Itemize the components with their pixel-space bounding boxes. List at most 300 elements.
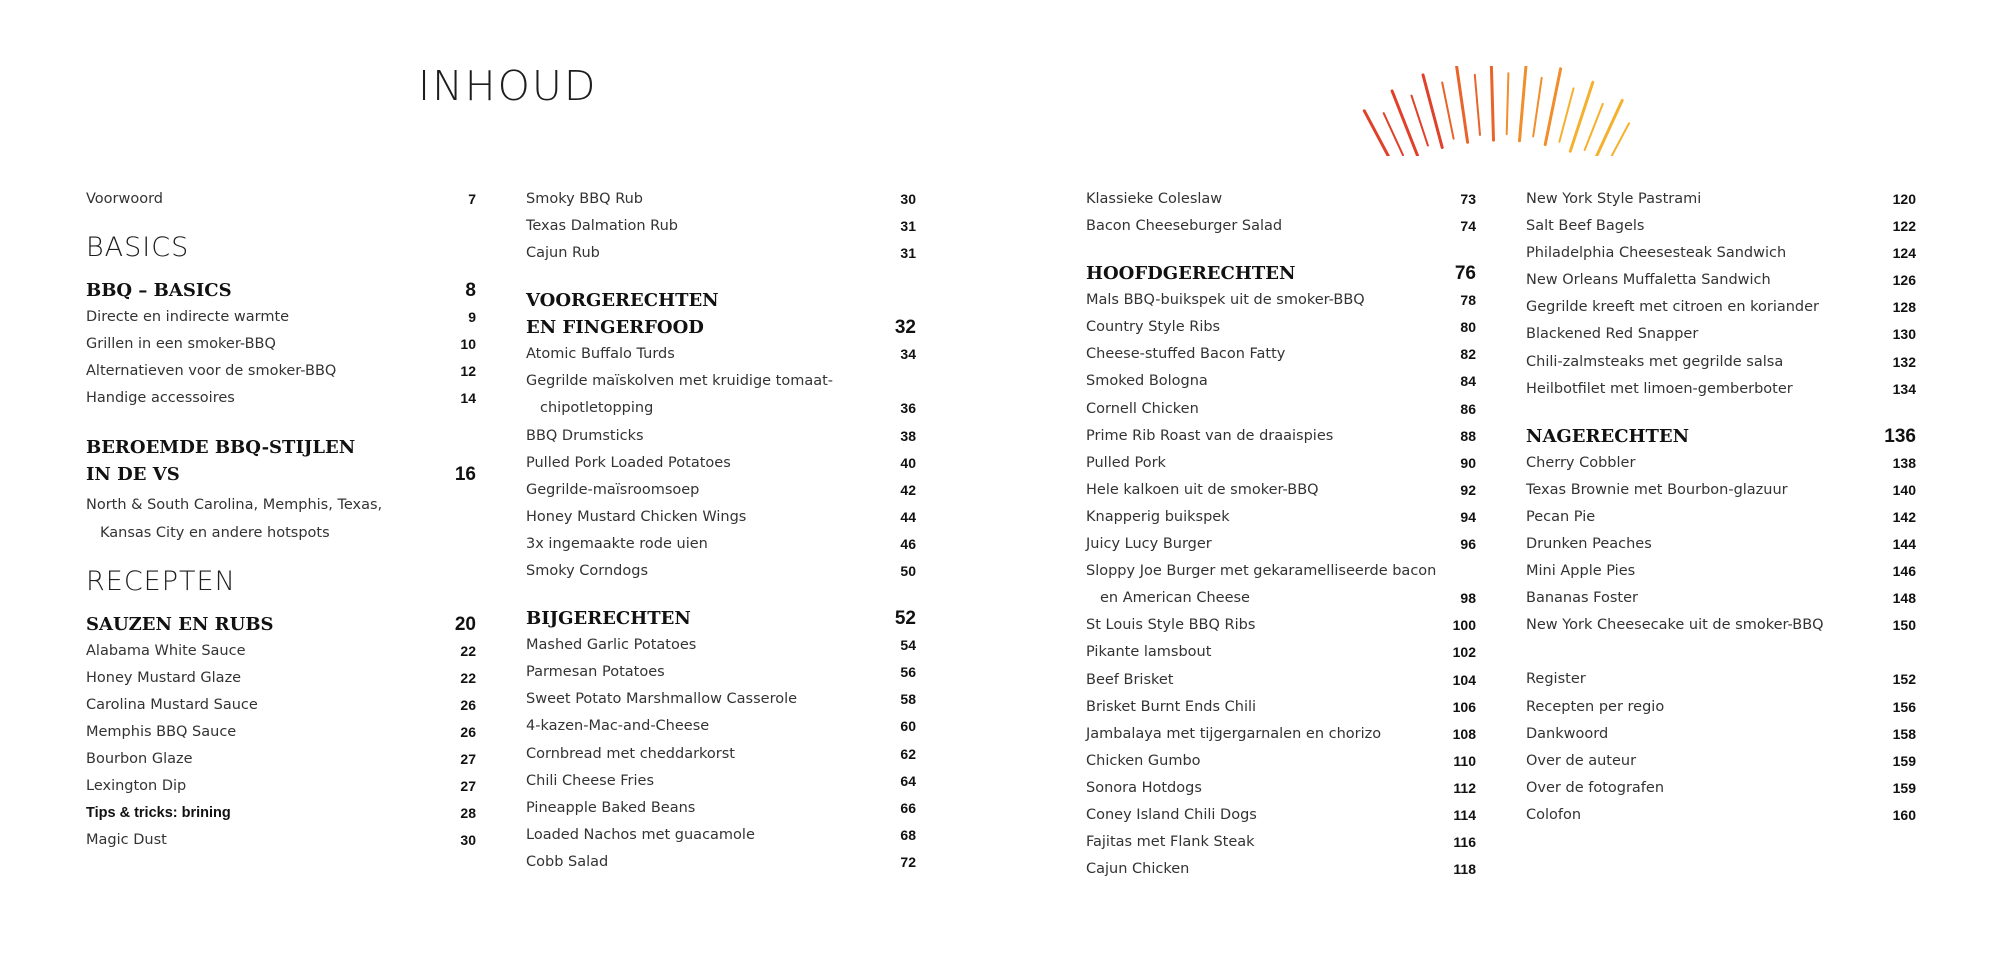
entry-page: 73 xyxy=(1460,191,1476,207)
entry-title: Brisket Burnt Ends Chili xyxy=(1086,698,1257,715)
toc-entry[interactable] xyxy=(1526,775,1916,802)
toc-entry[interactable] xyxy=(1086,531,1476,558)
entry-title: Over de auteur xyxy=(1526,752,1637,769)
entry-page: 150 xyxy=(1892,617,1916,634)
toc-entry[interactable] xyxy=(86,385,476,412)
sunburst-ray xyxy=(1456,66,1467,142)
entry-title: Cornell Chicken xyxy=(1086,400,1199,417)
entry-page: 38 xyxy=(900,427,916,444)
entry-page: 80 xyxy=(1460,319,1476,336)
entry-page: 68 xyxy=(900,826,916,843)
entry-page: 30 xyxy=(900,191,916,207)
entry-page: 138 xyxy=(1892,454,1916,471)
section-heading[interactable] xyxy=(86,611,476,638)
toc-entry[interactable] xyxy=(1526,802,1916,829)
entry-page: 78 xyxy=(1460,292,1476,309)
entry-title-line: Sloppy Joe Burger met gekaramelliseerde bacon xyxy=(1086,563,1437,580)
entry-title: Cajun Rub xyxy=(526,245,600,262)
section-title: HOOFDGERECHTEN xyxy=(1086,263,1296,285)
entry-title: Juicy Lucy Burger xyxy=(1086,536,1212,553)
entry-title: Sonora Hotdogs xyxy=(1086,779,1202,796)
entry-page: 30 xyxy=(460,832,476,849)
toc-entry[interactable] xyxy=(86,638,476,665)
toc-entry[interactable] xyxy=(526,849,916,876)
toc-entry[interactable] xyxy=(86,800,476,827)
entry-page: 26 xyxy=(460,696,476,713)
toc-entry[interactable] xyxy=(1086,856,1476,883)
entry-page: 114 xyxy=(1453,806,1476,823)
toc-entry[interactable] xyxy=(1086,341,1476,368)
entry-list xyxy=(1526,450,1916,640)
section-page: 76 xyxy=(1454,263,1476,285)
toc-entry[interactable] xyxy=(1086,213,1476,240)
toc-entry[interactable] xyxy=(526,686,916,713)
entry-title: Pineapple Baked Beans xyxy=(526,799,696,816)
entry-title: Klassieke Coleslaw xyxy=(1086,191,1223,207)
sunburst-ray xyxy=(1570,82,1593,151)
entry-title: Grillen in een smoker-BBQ xyxy=(86,336,276,353)
toc-column-4 xyxy=(1526,186,1916,829)
entry-page: 31 xyxy=(900,218,916,235)
entry-page: 42 xyxy=(900,481,916,498)
section-page: 8 xyxy=(465,280,476,302)
entry-page: 10 xyxy=(460,336,476,353)
entry-page: 50 xyxy=(900,563,916,580)
entry-title: Gegrilde-maïsroomsoep xyxy=(526,481,700,498)
sunburst-ray xyxy=(1559,88,1573,141)
entry-list xyxy=(1526,666,1916,829)
entry-list xyxy=(1526,186,1916,403)
entry-page: 72 xyxy=(900,853,916,870)
entry-title: Drunken Peaches xyxy=(1526,536,1652,553)
toc-entry[interactable] xyxy=(1086,775,1476,802)
entry-title: New York Cheesecake uit de smoker-BBQ xyxy=(1526,617,1824,634)
toc-entry[interactable] xyxy=(1526,585,1916,612)
entry-page: 82 xyxy=(1460,346,1476,363)
toc-entry[interactable] xyxy=(1086,186,1476,213)
entry-page: 152 xyxy=(1892,671,1916,688)
entry-page: 116 xyxy=(1453,834,1476,851)
entry-title: Bananas Foster xyxy=(1526,590,1638,607)
sunburst-ray xyxy=(1533,78,1542,136)
sunburst-ray xyxy=(1442,83,1453,139)
entry-title: Knapperig buikspek xyxy=(1086,508,1230,525)
entry-list xyxy=(1086,186,1476,240)
entry-page: 142 xyxy=(1892,508,1916,525)
entry-list xyxy=(86,638,476,801)
entry-title: Smoky BBQ Rub xyxy=(526,191,644,207)
toc-entry[interactable] xyxy=(1526,376,1916,403)
entry-page: 156 xyxy=(1892,698,1916,715)
toc-entry[interactable] xyxy=(86,331,476,358)
entry-page: 108 xyxy=(1452,725,1476,742)
toc-entry[interactable] xyxy=(526,659,916,686)
toc-entry[interactable] xyxy=(1526,240,1916,267)
entry-title xyxy=(526,368,900,422)
entry-title: Cobb Salad xyxy=(526,853,609,870)
toc-entry[interactable] xyxy=(1086,314,1476,341)
sunburst-ray xyxy=(1520,66,1527,141)
entry-page: 12 xyxy=(460,363,476,380)
toc-entry[interactable] xyxy=(1526,666,1916,693)
entry-page: 74 xyxy=(1460,218,1476,235)
toc-entry[interactable] xyxy=(526,531,916,558)
entry-page: 22 xyxy=(460,642,476,659)
entry-title: Lexington Dip xyxy=(86,778,187,795)
entry-page: 28 xyxy=(460,805,476,822)
toc-column-1 xyxy=(86,186,476,854)
entry-title: Sweet Potato Marshmallow Casserole xyxy=(526,691,798,708)
toc-entry[interactable] xyxy=(526,213,916,240)
toc-entry[interactable] xyxy=(1526,477,1916,504)
entry-page: 132 xyxy=(1892,353,1916,370)
toc-entry[interactable] xyxy=(1526,531,1916,558)
entry-page: 56 xyxy=(900,664,916,681)
entry-list xyxy=(1086,287,1476,558)
toc-entry[interactable] xyxy=(526,741,916,768)
entry-title: Heilbotfilet met limoen-gemberboter xyxy=(1526,380,1793,397)
entry-title: Atomic Buffalo Turds xyxy=(526,346,675,363)
entry-page: 90 xyxy=(1460,454,1476,471)
entry-title: Pulled Pork xyxy=(1086,454,1166,471)
entry-page: 146 xyxy=(1892,563,1916,580)
toc-entry[interactable] xyxy=(526,341,916,368)
entry-page: 9 xyxy=(468,309,476,326)
entry-title: Cornbread met cheddarkorst xyxy=(526,745,735,762)
entry-title: Pulled Pork Loaded Potatoes xyxy=(526,454,731,471)
entry-title-line: en American Cheese xyxy=(1100,590,1250,607)
entry-page: 88 xyxy=(1460,427,1476,444)
entry-title: Country Style Ribs xyxy=(1086,319,1221,336)
entry-page: 62 xyxy=(900,745,916,762)
entry-title: Pecan Pie xyxy=(1526,508,1596,525)
entry-list xyxy=(526,632,916,876)
toc-entry[interactable] xyxy=(1526,721,1916,748)
toc-entry[interactable] xyxy=(1086,423,1476,450)
entry-title: Honey Mustard Chicken Wings xyxy=(526,508,747,525)
section-title-line: IN DE VS xyxy=(86,464,180,486)
entry-title: Fajitas met Flank Steak xyxy=(1086,834,1255,851)
entry-title: Chili-zalmsteaks met gegrilde salsa xyxy=(1526,353,1784,370)
entry-page: 158 xyxy=(1892,725,1916,742)
part-heading-basics: BASICS xyxy=(86,232,190,264)
toc-entry[interactable] xyxy=(1086,667,1476,694)
entry-page: 31 xyxy=(900,245,916,262)
toc-entry[interactable] xyxy=(526,768,916,795)
toc-entry[interactable] xyxy=(1086,477,1476,504)
toc-entry[interactable] xyxy=(526,504,916,531)
entry-title: Dankwoord xyxy=(1526,725,1609,742)
toc-entry[interactable] xyxy=(1526,612,1916,639)
toc-entry[interactable] xyxy=(526,795,916,822)
entry-page: 110 xyxy=(1453,752,1476,769)
entry-title: Bacon Cheeseburger Salad xyxy=(1086,218,1283,235)
entry-title: Tips & tricks: brining xyxy=(86,805,231,822)
toc-entry[interactable] xyxy=(1526,558,1916,585)
entry-page: 27 xyxy=(460,751,476,768)
entry-page: 118 xyxy=(1453,861,1476,878)
entry-title: Cheese-stuffed Bacon Fatty xyxy=(1086,346,1286,363)
entry-page: 148 xyxy=(1892,590,1916,607)
toc-entry[interactable] xyxy=(1086,450,1476,477)
sunburst-ray xyxy=(1507,73,1509,134)
entry-title: Chili Cheese Fries xyxy=(526,772,655,789)
entry-title: Hele kalkoen uit de smoker-BBQ xyxy=(1086,481,1319,498)
entry-title: Texas Brownie met Bourbon-glazuur xyxy=(1526,481,1788,498)
toc-column-3 xyxy=(1086,186,1476,883)
entry-title: Register xyxy=(1526,671,1586,688)
entry-page: 44 xyxy=(900,508,916,525)
toc-entry[interactable] xyxy=(1086,748,1476,775)
entry-title: Voorwoord xyxy=(86,191,164,207)
toc-entry[interactable] xyxy=(86,746,476,773)
toc-entry[interactable] xyxy=(1526,504,1916,531)
entry-title: Prime Rib Roast van de draaispies xyxy=(1086,427,1334,444)
toc-entry[interactable] xyxy=(526,558,916,585)
entry-page: 140 xyxy=(1892,481,1916,498)
sunburst-ray xyxy=(1412,96,1428,146)
toc-entry[interactable] xyxy=(1086,721,1476,748)
sunburst-ray xyxy=(1609,123,1629,156)
entry-title: Chicken Gumbo xyxy=(1086,752,1201,769)
entry-page: 94 xyxy=(1460,508,1476,525)
section-title-line: EN FINGERFOOD xyxy=(526,317,704,339)
toc-entry[interactable] xyxy=(86,827,476,854)
toc-entry[interactable] xyxy=(1526,267,1916,294)
section-page: 52 xyxy=(894,608,916,630)
toc-entry[interactable] xyxy=(1086,612,1476,639)
entry-page: 96 xyxy=(1460,536,1476,553)
entry-page: 130 xyxy=(1892,326,1916,343)
entry-title: Alternatieven voor de smoker-BBQ xyxy=(86,363,337,380)
entry-title: Pikante lamsbout xyxy=(1086,644,1212,661)
entry-page: 34 xyxy=(900,346,916,363)
entry-title: Directe en indirecte warmte xyxy=(86,309,290,326)
entry-page: 58 xyxy=(900,691,916,708)
entry-page: 26 xyxy=(460,723,476,740)
entry-title-line: North & South Carolina, Memphis, Texas, xyxy=(86,497,383,514)
sunburst-ray xyxy=(1595,100,1623,156)
section-title xyxy=(86,434,355,488)
entry-title-line: Gegrilde maïskolven met kruidige tomaat- xyxy=(526,373,834,390)
entry-title: 3x ingemaakte rode uien xyxy=(526,535,708,552)
toc-entry[interactable] xyxy=(1086,287,1476,314)
toc-entry[interactable] xyxy=(1086,504,1476,531)
toc-entry[interactable] xyxy=(1086,829,1476,856)
entry-title: Philadelphia Cheesesteak Sandwich xyxy=(1526,245,1787,262)
entry-page: 36 xyxy=(900,400,916,417)
entry-page: 100 xyxy=(1452,617,1476,634)
entry-title: Mashed Garlic Potatoes xyxy=(526,637,697,654)
entry-page: 40 xyxy=(900,454,916,471)
toc-entry[interactable] xyxy=(1086,802,1476,829)
entry-title: Carolina Mustard Sauce xyxy=(86,696,258,713)
entry-page: 46 xyxy=(900,535,916,552)
entry-title: Alabama White Sauce xyxy=(86,642,246,659)
toc-entry[interactable] xyxy=(1086,396,1476,423)
section-title: NAGERECHTEN xyxy=(1526,425,1690,447)
toc-entry[interactable] xyxy=(1526,321,1916,348)
entry-page: 122 xyxy=(1892,218,1916,235)
sunburst-decoration xyxy=(1320,66,1680,156)
entry-title: Smoked Bologna xyxy=(1086,373,1208,390)
entry-title: Texas Dalmation Rub xyxy=(526,218,678,235)
entry-title: Parmesan Potatoes xyxy=(526,664,665,681)
entry-page: 134 xyxy=(1892,380,1916,397)
entry-title: Mini Apple Pies xyxy=(1526,563,1636,580)
toc-entry[interactable] xyxy=(526,713,916,740)
toc-entry[interactable] xyxy=(1526,186,1916,213)
entry-page: 92 xyxy=(1460,481,1476,498)
section-title-line: BEROEMDE BBQ-STIJLEN xyxy=(86,437,356,459)
entry-list xyxy=(1086,612,1476,883)
toc-entry[interactable] xyxy=(86,692,476,719)
section-title: SAUZEN EN RUBS xyxy=(86,613,274,635)
entry-title: Cherry Cobbler xyxy=(1526,454,1636,471)
toc-entry[interactable] xyxy=(1526,748,1916,775)
entry-title: Recepten per regio xyxy=(1526,698,1665,715)
entry-page: 7 xyxy=(468,191,476,207)
entry-page: 159 xyxy=(1892,779,1916,796)
section-page: 20 xyxy=(454,613,476,635)
entry-title: Bourbon Glaze xyxy=(86,751,193,768)
entry-title xyxy=(86,492,476,546)
toc-entry[interactable] xyxy=(526,186,916,213)
entry-title: Smoky Corndogs xyxy=(526,563,648,580)
toc-entry[interactable] xyxy=(1526,694,1916,721)
toc-entry[interactable] xyxy=(1086,558,1476,612)
entry-title: St Louis Style BBQ Ribs xyxy=(1086,617,1256,634)
entry-title: Honey Mustard Glaze xyxy=(86,669,242,686)
section-page: 136 xyxy=(1884,425,1916,447)
section-title xyxy=(526,287,719,341)
sunburst-ray xyxy=(1384,113,1403,155)
toc-entry[interactable] xyxy=(1526,294,1916,321)
toc-column-2 xyxy=(526,186,916,876)
entry-page: 98 xyxy=(1460,590,1476,607)
entry-page: 66 xyxy=(900,799,916,816)
toc-entry[interactable] xyxy=(86,492,476,546)
entry-title: Magic Dust xyxy=(86,832,167,849)
section-heading[interactable] xyxy=(526,287,916,341)
entry-list xyxy=(86,304,476,412)
entry-title: Memphis BBQ Sauce xyxy=(86,723,237,740)
toc-entry[interactable] xyxy=(1526,450,1916,477)
sunburst-ray xyxy=(1475,75,1480,135)
entry-title: BBQ Drumsticks xyxy=(526,427,644,444)
toc-entry[interactable] xyxy=(526,368,916,422)
entry-title: Salt Beef Bagels xyxy=(1526,218,1645,235)
entry-page: 160 xyxy=(1892,806,1916,823)
section-title-line: VOORGERECHTEN xyxy=(526,290,719,312)
section-heading[interactable] xyxy=(1086,260,1476,287)
toc-entry[interactable] xyxy=(1526,213,1916,240)
entry-list xyxy=(526,423,916,586)
entry-page: 102 xyxy=(1452,644,1476,661)
section-heading[interactable] xyxy=(1526,423,1916,450)
spacer xyxy=(1526,639,1916,666)
entry-page: 22 xyxy=(460,669,476,686)
section-page: 16 xyxy=(454,464,476,486)
toc-entry[interactable] xyxy=(86,304,476,331)
toc-entry[interactable] xyxy=(1086,639,1476,666)
toc-entry[interactable] xyxy=(526,477,916,504)
section-heading[interactable] xyxy=(86,277,476,304)
toc-entry[interactable] xyxy=(526,240,916,267)
entry-page: 64 xyxy=(900,772,916,789)
toc-entry[interactable] xyxy=(526,450,916,477)
page-title: INHOUD xyxy=(418,62,598,110)
entry-page: 54 xyxy=(900,637,916,654)
toc-entry[interactable] xyxy=(1086,368,1476,395)
entry-page: 60 xyxy=(900,718,916,735)
sunburst-ray xyxy=(1491,66,1493,140)
entry-title: Blackened Red Snapper xyxy=(1526,326,1699,343)
section-title: BBQ – BASICS xyxy=(86,280,232,302)
entry-title: Over de fotografen xyxy=(1526,779,1665,796)
entry-page: 86 xyxy=(1460,400,1476,417)
entry-page: 27 xyxy=(460,778,476,795)
sunburst-ray xyxy=(1364,111,1394,156)
section-title: BIJGERECHTEN xyxy=(526,608,691,630)
entry-title: Coney Island Chili Dogs xyxy=(1086,806,1257,823)
entry-page: 159 xyxy=(1892,752,1916,769)
toc-entry[interactable] xyxy=(526,632,916,659)
entry-page: 128 xyxy=(1892,299,1916,316)
entry-page: 84 xyxy=(1460,373,1476,390)
toc-entry[interactable] xyxy=(86,773,476,800)
entry-list xyxy=(526,186,916,267)
entry-page: 106 xyxy=(1452,698,1476,715)
toc-entry[interactable] xyxy=(526,423,916,450)
toc-entry[interactable] xyxy=(1086,694,1476,721)
entry-page: 112 xyxy=(1453,779,1476,796)
entry-title: 4-kazen-Mac-and-Cheese xyxy=(526,718,710,735)
entry-page: 124 xyxy=(1892,245,1916,262)
toc-entry[interactable] xyxy=(1526,349,1916,376)
toc-entry[interactable] xyxy=(86,186,476,213)
entry-title: New York Style Pastrami xyxy=(1526,191,1702,207)
entry-page: 104 xyxy=(1452,671,1476,688)
entry-page: 126 xyxy=(1892,272,1916,289)
entry-title: Cajun Chicken xyxy=(1086,861,1190,878)
sunburst-ray xyxy=(1545,69,1560,145)
toc-entry[interactable] xyxy=(526,822,916,849)
entry-title: New Orleans Muffaletta Sandwich xyxy=(1526,272,1771,289)
entry-title: Loaded Nachos met guacamole xyxy=(526,826,755,843)
entry-title: Gegrilde kreeft met citroen en koriander xyxy=(1526,299,1820,316)
entry-title: Handige accessoires xyxy=(86,390,235,407)
section-heading[interactable] xyxy=(526,605,916,632)
entry-page: 120 xyxy=(1892,191,1916,207)
entry-title: Mals BBQ-buikspek uit de smoker-BBQ xyxy=(1086,292,1365,309)
entry-title xyxy=(1086,558,1460,612)
entry-page: 144 xyxy=(1892,536,1916,553)
toc-entry[interactable] xyxy=(86,719,476,746)
entry-title-line: chipotletopping xyxy=(540,400,654,417)
toc-entry[interactable] xyxy=(86,665,476,692)
toc-entry[interactable] xyxy=(86,358,476,385)
entry-page: 14 xyxy=(460,390,476,407)
section-page: 32 xyxy=(894,317,916,339)
entry-title: Beef Brisket xyxy=(1086,671,1174,688)
entry-title: Jambalaya met tijgergarnalen en chorizo xyxy=(1086,725,1382,742)
sunburst-ray xyxy=(1585,104,1603,150)
entry-title-line: Kansas City en andere hotspots xyxy=(100,524,330,541)
entry-title: Colofon xyxy=(1526,806,1582,823)
part-heading-recepten: RECEPTEN xyxy=(86,565,236,597)
section-heading[interactable] xyxy=(86,434,476,488)
